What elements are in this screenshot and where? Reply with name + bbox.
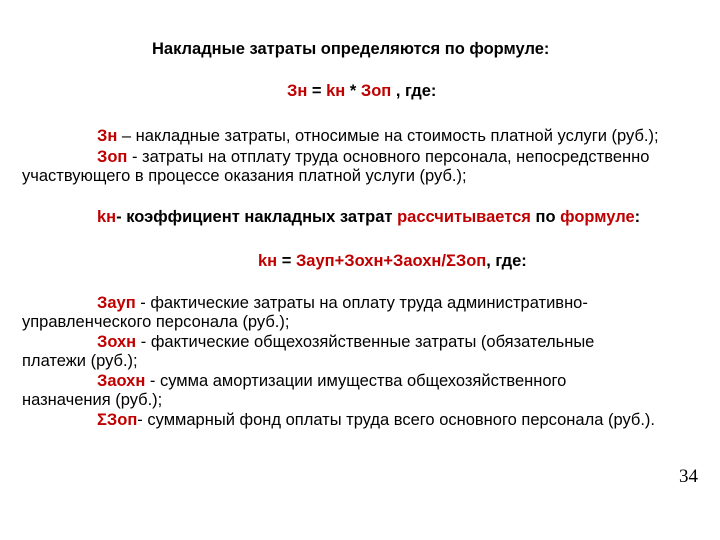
definition-zaup-line1 <box>97 294 588 313</box>
definition-zaup-line2 <box>22 313 289 332</box>
definition-szop <box>97 411 655 430</box>
definition-zaohn-text2: назначения (руб.); <box>22 391 163 409</box>
term-zn: Зн <box>97 127 118 145</box>
definition-zaup-text2: управленческого персонала (руб.); <box>22 313 290 331</box>
kn-intro <box>97 208 640 227</box>
term-zohn: Зохн <box>97 333 137 351</box>
definition-zohn-line2 <box>22 352 138 371</box>
definition-szop-text: - суммарный фонд оплаты труда всего основного персонала (руб.). <box>137 411 655 429</box>
formula1-where: , где: <box>391 82 437 100</box>
kn-intro-term: kн <box>97 208 117 226</box>
heading-text: Накладные затраты определяются по формуле: <box>152 40 550 58</box>
formula2-expr: Зауп+Зохн+Заохн/ΣЗоп <box>295 252 487 270</box>
definition-zn-text: – накладные затраты, относимые на стоимость платной услуги (руб.); <box>117 127 659 145</box>
term-zop: Зоп <box>97 148 128 166</box>
definition-zaup-text1: - фактические затраты на оплату труда административно- <box>135 294 588 312</box>
formula1-mult: * <box>345 82 361 100</box>
kn-intro-calc: рассчитывается <box>397 208 531 226</box>
formula1-kn: kн <box>326 82 346 100</box>
formula1-zop: Зоп <box>360 82 392 100</box>
kn-intro-colon: : <box>634 208 641 226</box>
definition-zop-line1 <box>97 148 649 167</box>
kn-intro-text: - коэффициент накладных затрат <box>116 208 398 226</box>
formula2-kn: kн <box>258 252 278 270</box>
definition-zaohn-line1 <box>97 372 566 391</box>
definition-zohn-text1: - фактические общехозяйственные затраты (обязательные <box>136 333 595 351</box>
heading <box>152 40 549 59</box>
definition-zop-text1: - затраты на отплату труда основного персонала, непосредственно <box>127 148 650 166</box>
definition-zaohn-line2 <box>22 391 162 410</box>
definition-zop-line2 <box>22 167 467 186</box>
page-number: 34 <box>679 466 698 487</box>
term-zaohn: Заохн <box>97 372 146 390</box>
formula1-zn: Зн <box>287 82 308 100</box>
definition-zop-text2: участвующего в процессе оказания платной услуги (руб.); <box>22 167 467 185</box>
kn-intro-by: по <box>530 208 561 226</box>
formula-overhead <box>287 82 436 101</box>
formula2-where: , где: <box>486 252 527 270</box>
definition-zohn-text2: платежи (руб.); <box>22 352 138 370</box>
term-zaup: Зауп <box>97 294 136 312</box>
definition-zaohn-text1: - сумма амортизации имущества общехозяйственного <box>145 372 567 390</box>
formula1-eq: = <box>307 82 327 100</box>
definition-zn <box>97 127 659 146</box>
formula2-eq: = <box>277 252 296 270</box>
kn-intro-formula: формуле <box>560 208 635 226</box>
formula-kn <box>258 252 527 271</box>
definition-zohn-line1 <box>97 333 594 352</box>
term-szop: ΣЗоп <box>97 411 138 429</box>
